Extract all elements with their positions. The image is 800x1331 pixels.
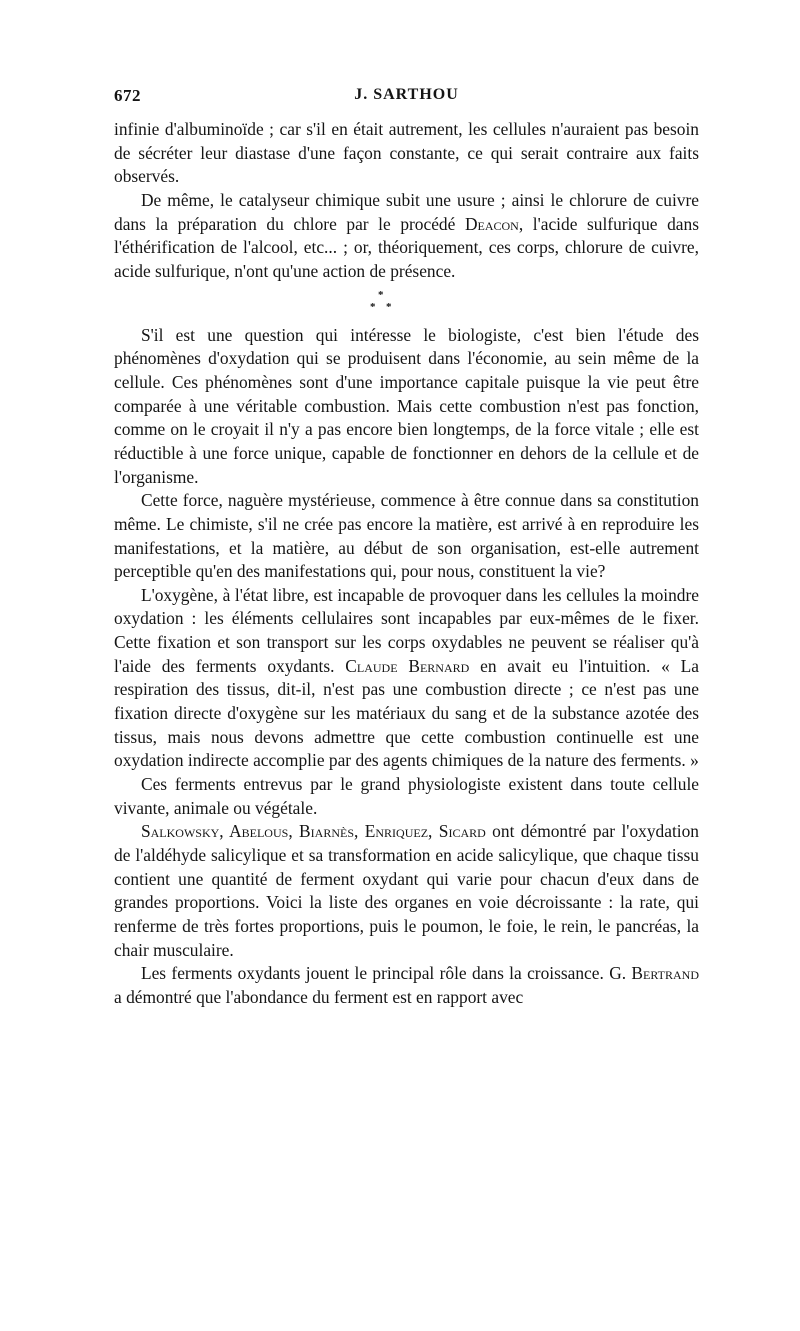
- asterism-star: *: [386, 300, 392, 313]
- paragraph-p4: [114, 489, 699, 584]
- asterism-star: *: [370, 300, 376, 313]
- text-run: a démontré que l'abondance du ferment est en rapport avec: [114, 986, 524, 1007]
- author-name: Salkowsky, Abelous, Biarnès, Enriquez, Sicard: [140, 821, 486, 842]
- text-run: De même, le catalyseur chimique subit une usure ; ainsi le chlorure de cuivre dans la préparation du chlore par le procédé: [114, 189, 699, 234]
- text-run: en avait eu l'intuition. « La respiration des tissus, dit-il, n'est pas une combustion directe ; ce n'est pas une fixation directe d'oxygène sur les matériaux du sang et de la substance azotée des tissus, mais nous devons admettre que cette combustion continuelle est une oxydation indirecte accomplie par des agents chimiques de la nature des ferments. »: [114, 655, 699, 771]
- page-number: 672: [114, 86, 141, 105]
- author-name: Claude Bernard: [345, 655, 470, 676]
- running-head: J. SARTHOU: [354, 86, 459, 103]
- text-run: Ces ferments entrevus par le grand physiologiste existent dans toute cellule vivante, animale ou végétale.: [114, 774, 699, 818]
- author-name: Deacon: [464, 213, 519, 234]
- asterism-star: *: [378, 288, 384, 301]
- paragraph-p5: [114, 584, 699, 773]
- paragraph-p2: [114, 189, 699, 284]
- paragraph-p1: [114, 118, 699, 189]
- text-run: ont démontré par l'oxydation de l'aldéhyde salicylique et sa transformation en acide salicylique, que chaque tissu contient une quantité de ferment oxydant qui varie pour chacun d'eux dans de grandes proportions. Voici la liste des organes en voie décroissante : la rate, qui renferme de très fortes proportions, puis le poumon, le foie, le rein, le pancréas, la chair musculaire.: [114, 821, 699, 960]
- paragraph-p8: [114, 962, 699, 1009]
- text-run: Cette force, naguère mystérieuse, commence à être connue dans sa constitution même. Le chimiste, s'il ne crée pas encore la matière, est arrivé à en reproduire les manifestations, et la matière, au début de son organisation, est-elle autrement perceptible qu'en des manifestations qui, pour nous, constituent la vie?: [114, 490, 699, 582]
- text-run: L'oxygène, à l'état libre, est incapable de provoquer dans les cellules la moindre oxydation : les éléments cellulaires sont incapables par eux-mêmes de le fixer. Cette fixation et son transport sur les corps oxydables ne peuvent se réaliser qu'à l'aide des ferments oxydants.: [114, 584, 699, 676]
- text-run: infinie d'albuminoïde ; car s'il en était autrement, les cellules n'auraient pas besoin de sécréter leur diastase d'une façon constante, ce qui serait contraire aux faits observés.: [114, 119, 699, 187]
- paragraph-p6: [114, 773, 699, 820]
- text-run: Les ferments oxydants jouent le principal rôle dans la croissance.: [140, 963, 610, 984]
- paragraph-p7: [114, 820, 699, 962]
- body-text: [114, 118, 699, 1010]
- text-run: , l'acide sulfurique dans l'éthérification de l'alcool, etc... ; or, théoriquement, ces corps, chlorure de cuivre, acide sulfurique, n'ont qu'une action de présence.: [114, 213, 699, 281]
- section-asterism: [114, 284, 699, 324]
- page-header: [114, 86, 699, 106]
- paragraph-p3: [114, 324, 699, 490]
- author-name: G. Bertrand: [609, 963, 699, 984]
- text-run: S'il est une question qui intéresse le biologiste, c'est bien l'étude des phénomènes d'oxydation qui se produisent dans l'économie, au sein même de la cellule. Ces phénomènes sont d'une importance capitale puisque la vie peut être comparée à une véritable combustion. Mais cette combustion n'est pas fonction, comme on le croyait il n'y a pas encore bien longtemps, de la force vitale ; elle est réductible à une force unique, capable de fonctionner en dehors de la cellule et de l'organisme.: [114, 324, 699, 487]
